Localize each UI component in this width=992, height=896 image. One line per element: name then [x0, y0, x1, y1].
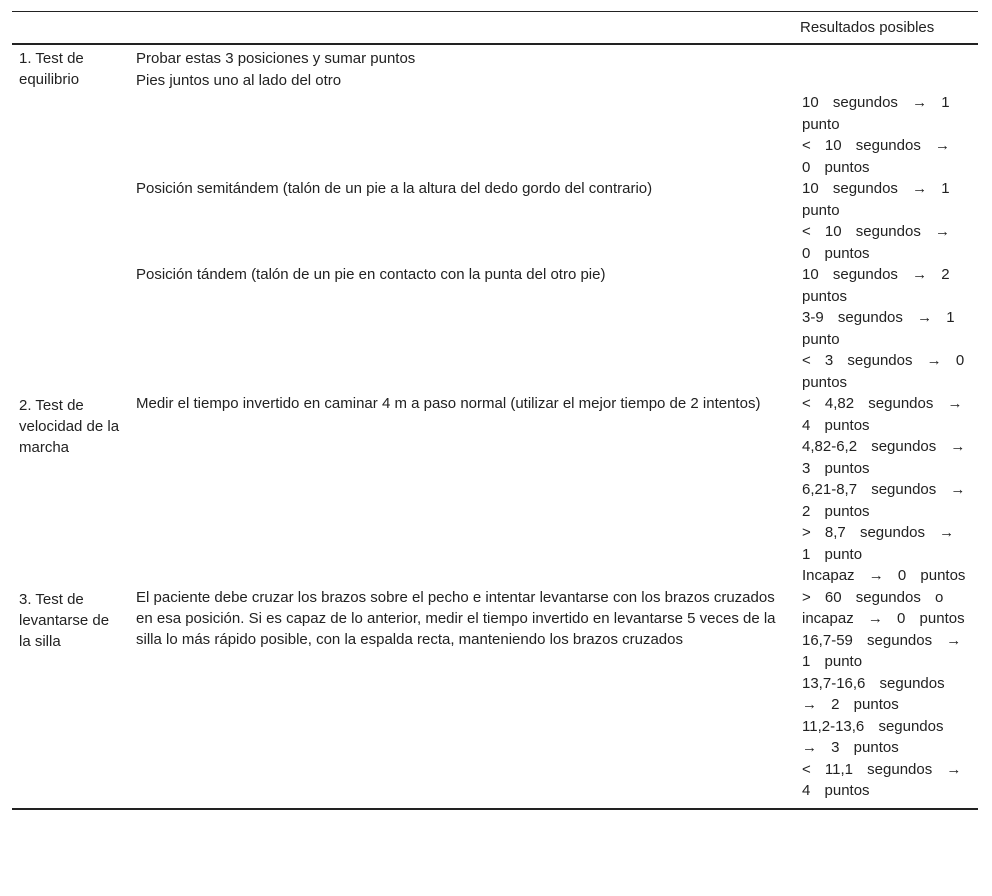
result-item: 10 segundos → 1 punto — [802, 180, 950, 219]
table-row-balance-feet-together — [12, 70, 978, 178]
description-gait-speed: Medir el tiempo invertido en caminar 4 m a paso normal (utilizar el mejor tiempo de 2 intentos) — [136, 395, 761, 412]
description-semitandem: Posición semitándem (talón de un pie a la altura del dedo gordo del contrario) — [136, 180, 653, 197]
balance-intro: Probar estas 3 posiciones y sumar puntos — [136, 50, 416, 67]
description-tandem: Posición tándem (talón de un pie en contacto con la punta del otro pie) — [136, 266, 606, 283]
result-item: 11,2-13,6 segundos → 3 puntos — [802, 717, 944, 756]
result-item: < 10 segundos → 0 puntos — [802, 137, 951, 176]
result-item: < 11,1 segundos → 4 puntos — [802, 760, 962, 799]
result-item: Incapaz → 0 puntos — [802, 567, 966, 584]
result-item: 10 segundos → 1 punto — [802, 94, 950, 133]
results-semitandem — [794, 178, 978, 264]
table-row-balance — [12, 44, 978, 70]
results-tandem — [794, 264, 978, 393]
result-item: 6,21-8,7 segundos → 2 puntos — [802, 481, 966, 520]
table-row-chair-stand — [12, 587, 978, 809]
results-feet-together — [794, 70, 978, 178]
table-row-balance-tandem — [12, 264, 978, 393]
result-item: < 10 segundos → 0 puntos — [802, 223, 951, 262]
result-item: 13,7-16,6 segundos → 2 puntos — [802, 674, 945, 713]
result-item: 3-9 segundos → 1 punto — [802, 309, 955, 348]
result-item: 16,7-59 segundos → 1 punto — [802, 631, 962, 670]
result-item: 4,82-6,2 segundos → 3 puntos — [802, 438, 966, 477]
test-name-chair-stand: 3. Test de levantarse de la silla — [19, 590, 110, 650]
result-item: 10 segundos → 2 puntos — [802, 266, 950, 305]
result-item: > 60 segundos o incapaz → 0 puntos — [802, 588, 965, 627]
result-item: < 3 segundos → 0 puntos — [802, 352, 965, 391]
table-row-gait-speed — [12, 393, 978, 587]
table-header-row — [12, 12, 978, 45]
description-chair-stand: El paciente debe cruzar los brazos sobre el pecho e intentar levantarse con los brazos cruzados en esa posición. Si es capaz de lo anterior, medir el tiempo invertido en levantarse 5 veces de la silla lo más rápido posible, con la espalda recta, manteniendo los brazos cruzados — [136, 588, 776, 648]
sppb-table — [12, 11, 978, 810]
header-results: Resultados posibles — [800, 19, 935, 36]
test-name-balance: 1. Test de equilibrio — [19, 50, 84, 88]
header-description — [128, 12, 794, 45]
result-item: > 8,7 segundos → 1 punto — [802, 524, 955, 563]
result-item: < 4,82 segundos → 4 puntos — [802, 395, 963, 434]
header-test — [12, 12, 128, 45]
test-name-gait-speed: 2. Test de velocidad de la marcha — [19, 397, 120, 456]
results-chair-stand — [794, 587, 978, 809]
description-feet-together: Pies juntos uno al lado del otro — [136, 72, 342, 89]
table-row-balance-semitandem — [12, 178, 978, 264]
results-gait-speed — [794, 393, 978, 587]
sppb-table-container — [12, 11, 978, 810]
balance-intro-results — [794, 44, 978, 70]
